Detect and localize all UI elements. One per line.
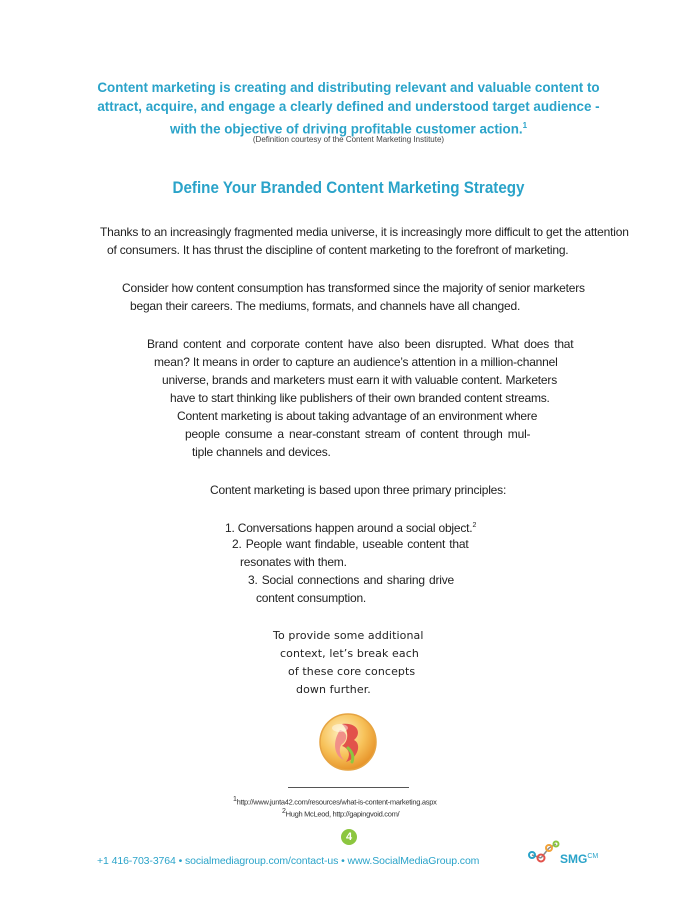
p3-line-5: Content marketing is about taking advantage of an environment where bbox=[177, 409, 538, 423]
p3-line-6: people consume a near-constant stream of content through mul- bbox=[185, 427, 531, 441]
p3-line-1: Brand content and corporate content have also been disrupted. What does that bbox=[147, 337, 574, 351]
footnote-divider bbox=[288, 787, 409, 788]
p3-line-2: mean? It means in order to capture an audience’s attention in a million-channel bbox=[154, 355, 558, 369]
principle-3-cont: content consumption. bbox=[256, 591, 367, 605]
closing-line-3: of these core concepts bbox=[288, 665, 416, 678]
p1-line-2: of consumers. It has thrust the discipline of content marketing to the forefront of marketing. bbox=[107, 243, 569, 257]
closing-line-1: To provide some additional bbox=[273, 629, 424, 642]
p4-line: Content marketing is based upon three primary principles: bbox=[210, 483, 507, 497]
footer-contact: +1 416-703-3764 • socialmediagroup.com/contact-us • www.SocialMediaGroup.com bbox=[97, 855, 480, 867]
footnote-ref-2: 2 bbox=[472, 522, 477, 529]
principle-2: 2. People want findable, useable content that bbox=[232, 537, 469, 551]
smg-logo-icon bbox=[527, 838, 561, 864]
footnote-ref-1: 1 bbox=[522, 121, 528, 130]
p3-line-3: universe, brands and marketers must earn it with valuable content. Marketers bbox=[162, 373, 557, 387]
p3-line-7: tiple channels and devices. bbox=[192, 445, 331, 459]
p3-line-4: have to start thinking like publishers of their own branded content streams. bbox=[170, 391, 550, 405]
footnote-2-text: Hugh McLeod, http://gapingvoid.com/ bbox=[285, 809, 400, 819]
principle-2-cont: resonates with them. bbox=[240, 555, 347, 569]
decorative-orb-icon bbox=[318, 712, 378, 772]
section-heading: Define Your Branded Content Marketing Strategy bbox=[172, 179, 525, 197]
definition-credit: (Definition courtesy of the Content Marketing Institute) bbox=[252, 135, 445, 144]
p2-line-2: began their careers. The mediums, formats, and channels have all changed. bbox=[130, 299, 521, 313]
page-number: 4 bbox=[341, 829, 357, 845]
footnote-2: $^2$Hugh McLeod, http://gapingvoid.com/ bbox=[282, 808, 400, 819]
smg-logo-text: $SMG^{CM}$ bbox=[560, 852, 599, 866]
p2-line-1: Consider how content consumption has transformed since the majority of senior marketers bbox=[122, 281, 585, 295]
definition-line-1: Content marketing is creating and distributing relevant and valuable content to bbox=[97, 80, 600, 95]
definition-line-2: attract, acquire, and engage a clearly defined and understood target audience - bbox=[97, 99, 600, 114]
definition-line-3: with the objective of driving profitable customer action.$^1$ bbox=[169, 121, 528, 137]
principle-3: 3. Social connections and sharing drive bbox=[248, 573, 454, 587]
footnote-1: $^1$http://www.junta42.com/resources/what-is-content-marketing.aspx bbox=[233, 796, 437, 807]
closing-line-4: down further. bbox=[296, 683, 371, 696]
principle-1: 1. Conversations happen around a social object.$^2$ bbox=[225, 521, 477, 535]
p1-line-1: Thanks to an increasingly fragmented media universe, it is increasingly more difficult to get the attention bbox=[100, 225, 629, 239]
closing-line-2: context, let’s break each bbox=[280, 647, 419, 660]
footnote-1-link[interactable]: http://www.junta42.com/resources/what-is-content-marketing.aspx bbox=[236, 797, 437, 807]
definition-block bbox=[60, 78, 637, 138]
